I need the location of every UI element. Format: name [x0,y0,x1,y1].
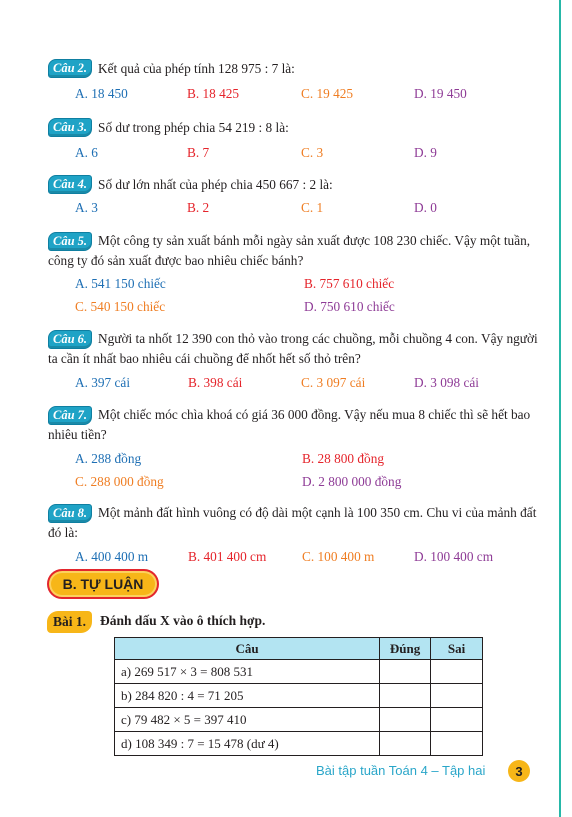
option-a[interactable]: A. 288 đồng [75,451,142,466]
question-6 [48,329,538,395]
section-title: B. TỰ LUẬN [47,569,159,599]
question-text: Số dư trong phép chia 54 219 : 8 là: [98,120,289,135]
answer-options-row-2 [48,299,538,319]
wrong-checkbox-cell[interactable] [431,660,483,684]
question-4 [48,175,538,220]
option-a[interactable]: A. 397 cái [75,375,131,390]
option-b[interactable]: B. 28 800 đồng [302,451,385,466]
answer-options [48,375,538,395]
exercise-instruction: Đánh dấu X vào ô thích hợp. [100,613,266,628]
answer-options-row-2 [48,474,538,494]
option-c[interactable]: C. 288 000 đồng [75,474,164,489]
row-statement: b) 284 820 : 4 = 71 205 [115,684,380,708]
correct-checkbox-cell[interactable] [380,684,431,708]
option-a[interactable]: A. 400 400 m [75,549,149,564]
header-question: Câu [115,638,380,660]
option-a[interactable]: A. 541 150 chiếc [75,276,166,291]
question-badge: Câu 3. [48,118,92,137]
page-number: 3 [508,760,530,782]
option-d[interactable]: D. 100 400 cm [414,549,494,564]
option-d[interactable]: D. 2 800 000 đồng [302,474,402,489]
row-statement: a) 269 517 × 3 = 808 531 [115,660,380,684]
question-body: Một mảnh đất hình vuông có độ dài một cạnh là 100 350 cm. Chu vi của mảnh đất đó là: [48,505,537,540]
question-text [48,231,538,270]
option-b[interactable]: B. 398 cái [188,375,243,390]
option-b[interactable]: B. 401 400 cm [188,549,267,564]
question-badge: Câu 4. [48,175,92,194]
question-badge: Câu 5. [48,232,92,251]
header-correct: Đúng [380,638,431,660]
wrong-checkbox-cell[interactable] [431,684,483,708]
table-header-row [115,638,483,660]
option-c[interactable]: C. 3 [301,145,324,160]
option-a[interactable]: A. 18 450 [75,86,128,101]
book-title: Bài tập tuần Toán 4 – Tập hai [316,763,486,778]
table-row [115,660,483,684]
option-b[interactable]: B. 18 425 [187,86,240,101]
question-body: Một chiếc móc chìa khoá có giá 36 000 đồng. Vậy nếu mua 8 chiếc thì sẽ hết bao nhiêu tiền? [48,407,531,442]
question-text: Số dư lớn nhất của phép chia 450 667 : 2 là: [98,177,333,192]
option-b[interactable]: B. 2 [187,200,210,215]
option-d[interactable]: D. 750 610 chiếc [304,299,395,314]
table-row [115,708,483,732]
question-badge: Câu 2. [48,59,92,78]
option-b[interactable]: B. 757 610 chiếc [304,276,395,291]
table-row [115,732,483,756]
question-8 [48,503,538,569]
header-wrong: Sai [431,638,483,660]
table-row [115,684,483,708]
correct-checkbox-cell[interactable] [380,732,431,756]
option-c[interactable]: C. 19 425 [301,86,354,101]
question-text [48,329,538,368]
page-border-line [559,0,561,817]
option-a[interactable]: A. 3 [75,200,98,215]
answer-options-row-1 [48,451,538,471]
wrong-checkbox-cell[interactable] [431,708,483,732]
question-5 [48,231,538,319]
question-body: Người ta nhốt 12 390 con thỏ vào trong các chuồng, mỗi chuồng 4 con. Vậy người ta cần ít nhất bao nhiêu cái chuồng để nhốt hết số thỏ trên? [48,331,538,366]
answer-options [48,145,538,165]
option-c[interactable]: C. 1 [301,200,324,215]
question-text: Kết quả của phép tính 128 975 : 7 là: [98,61,295,76]
question-7 [48,405,538,494]
option-c[interactable]: C. 3 097 cái [301,375,366,390]
option-c[interactable]: C. 540 150 chiếc [75,299,166,314]
question-badge: Câu 7. [48,406,92,425]
question-badge: Câu 6. [48,330,92,349]
option-c[interactable]: C. 100 400 m [302,549,375,564]
option-d[interactable]: D. 19 450 [414,86,467,101]
answer-table [114,637,483,756]
option-b[interactable]: B. 7 [187,145,210,160]
correct-checkbox-cell[interactable] [380,660,431,684]
question-text [48,503,538,542]
answer-options [48,549,538,569]
answer-options [48,86,538,106]
question-text [48,405,538,444]
question-3 [48,118,538,165]
correct-checkbox-cell[interactable] [380,708,431,732]
exercise-label: Bài 1. [47,611,92,633]
option-d[interactable]: D. 9 [414,145,437,160]
option-a[interactable]: A. 6 [75,145,98,160]
answer-options-row-1 [48,276,538,296]
option-d[interactable]: D. 3 098 cái [414,375,479,390]
answer-options [48,200,538,220]
question-badge: Câu 8. [48,504,92,523]
wrong-checkbox-cell[interactable] [431,732,483,756]
row-statement: c) 79 482 × 5 = 397 410 [115,708,380,732]
row-statement: d) 108 349 : 7 = 15 478 (dư 4) [115,732,380,756]
question-2 [48,59,538,106]
option-d[interactable]: D. 0 [414,200,437,215]
question-body: Một công ty sản xuất bánh mỗi ngày sản xuất được 108 230 chiếc. Vậy một tuần, công ty đó sản xuất được bao nhiêu chiếc bánh? [48,233,531,268]
